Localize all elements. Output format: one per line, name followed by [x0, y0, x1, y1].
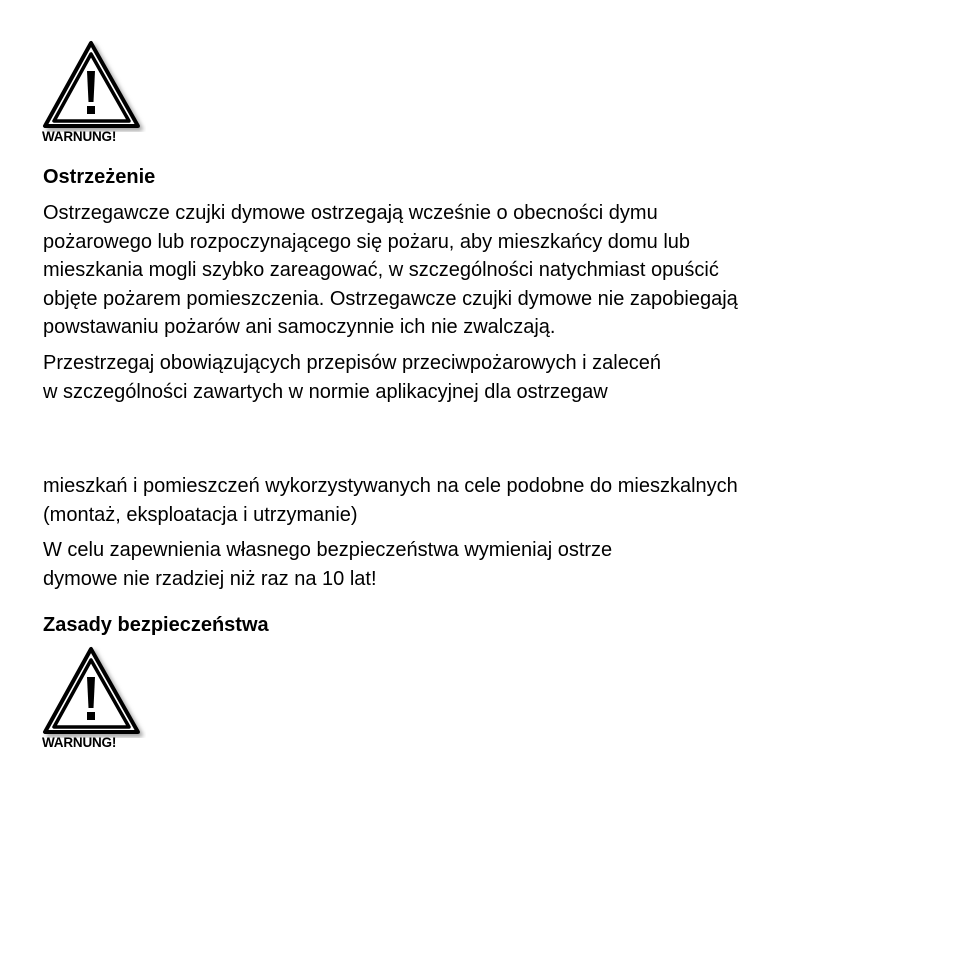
warning-triangle-icon	[42, 40, 146, 132]
heading-warning: Ostrzeżenie	[43, 166, 156, 188]
heading-safety-rules: Zasady bezpieczeństwa	[43, 614, 269, 636]
paragraph-line: pożarowego lub rozpoczynającego się pożaru, aby mieszkańcy domu lub	[43, 230, 691, 253]
paragraph-line: W celu zapewnienia własnego bezpieczeństwa wymieniaj ostrze	[43, 539, 613, 561]
paragraph-line: (montaż, eksploatacja i utrzymanie)	[43, 503, 358, 526]
paragraph-apartments	[43, 472, 738, 529]
warning-label: WARNUNG!	[42, 129, 117, 144]
paragraph-regulations	[43, 349, 661, 406]
paragraph-line: dymowe nie rzadziej niż raz na 10 lat!	[43, 567, 377, 590]
warning-label: WARNUNG!	[42, 735, 117, 750]
paragraph-smoke-detectors	[43, 199, 738, 342]
warning-sign-top	[42, 40, 146, 150]
paragraph-line: mieszkania mogli szybko zareagować, w szczególności natychmiast opuścić	[43, 259, 719, 281]
warning-sign-bottom	[42, 646, 146, 756]
paragraph-replacement	[43, 536, 612, 593]
paragraph-line: powstawaniu pożarów ani samoczynnie ich nie zwalczają.	[43, 316, 556, 338]
paragraph-line: mieszkań i pomieszczeń wykorzystywanych na cele podobne do mieszkalnych	[43, 475, 738, 497]
paragraph-line: objęte pożarem pomieszczenia. Ostrzegawcze czujki dymowe nie zapobiegają	[43, 287, 738, 310]
paragraph-line: w szczególności zawartych w normie aplikacyjnej dla ostrzegaw	[43, 380, 608, 403]
warning-triangle-icon	[42, 646, 146, 738]
paragraph-line: Przestrzegaj obowiązujących przepisów przeciwpożarowych i zaleceń	[43, 352, 662, 374]
paragraph-line: Ostrzegawcze czujki dymowe ostrzegają wcześnie o obecności dymu	[43, 202, 658, 224]
